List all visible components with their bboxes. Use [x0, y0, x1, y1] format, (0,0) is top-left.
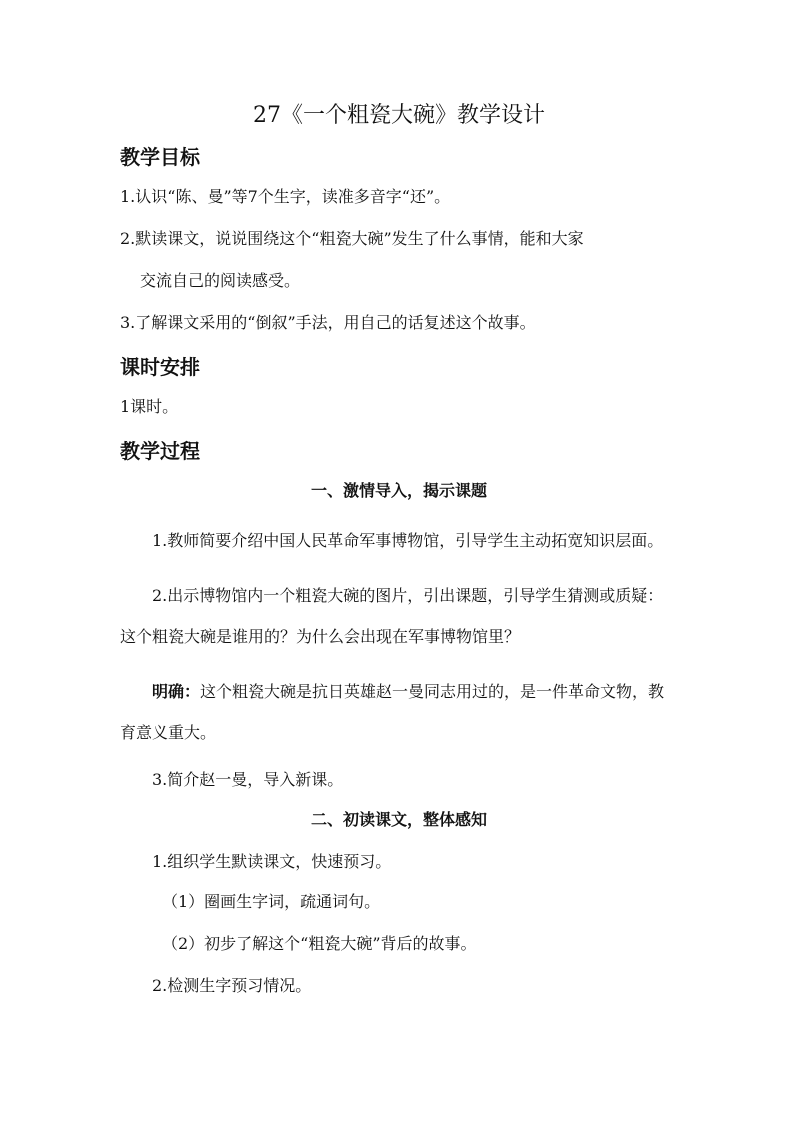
part2-paragraph-1: 1.组织学生默读课文，快速预习。 [152, 852, 392, 871]
document-title: 27《一个粗瓷大碗》教学设计 [253, 103, 545, 128]
part1-heading: 一、激情导入，揭示课题 [310, 481, 487, 500]
part1-paragraph-3 [120, 671, 678, 753]
clarify-text: 这个粗瓷大碗是抗日英雄赵一曼同志用过的，是一件革命文物，教育意义重大。 [120, 682, 665, 742]
schedule-text: 1课时。 [120, 397, 179, 416]
part2-paragraph-2: 2.检测生字预习情况。 [152, 976, 312, 995]
part1-paragraph-1: 1.教师简要介绍中国人民革命军事博物馆，引导学生主动拓宽知识层面。 [152, 531, 664, 550]
part1-paragraph-4: 3.简介赵一曼，导入新课。 [152, 770, 344, 789]
part2-subitem-1: （1）圈画生字词，疏通词句。 [162, 892, 381, 911]
part1-paragraph-2: 2.出示博物馆内一个粗瓷大碗的图片，引出课题，引导学生猜测或质疑：这个粗瓷大碗是谁用的？为什么会出现在军事博物馆里？ [120, 586, 664, 646]
part2-heading: 二、初读课文，整体感知 [310, 810, 487, 829]
goal-item-2-line-1: 2.默读课文，说说围绕这个“粗瓷大碗”发生了什么事情，能和大家 [120, 229, 584, 248]
process-heading: 教学过程 [120, 439, 200, 463]
goal-item-2-line-2: 交流自己的阅读感受。 [140, 271, 301, 290]
part2-subitem-2: （2）初步了解这个“粗瓷大碗”背后的故事。 [162, 934, 477, 953]
schedule-heading: 课时安排 [120, 355, 200, 379]
goals-heading: 教学目标 [120, 145, 200, 169]
goal-item-3: 3.了解课文采用的“倒叙”手法，用自己的话复述这个故事。 [120, 313, 536, 332]
goal-item-2 [120, 226, 678, 294]
goal-item-1: 1.认识“陈、曼”等7个生字，读准多音字“还”。 [120, 187, 451, 206]
clarify-label: 明确： [152, 682, 201, 701]
